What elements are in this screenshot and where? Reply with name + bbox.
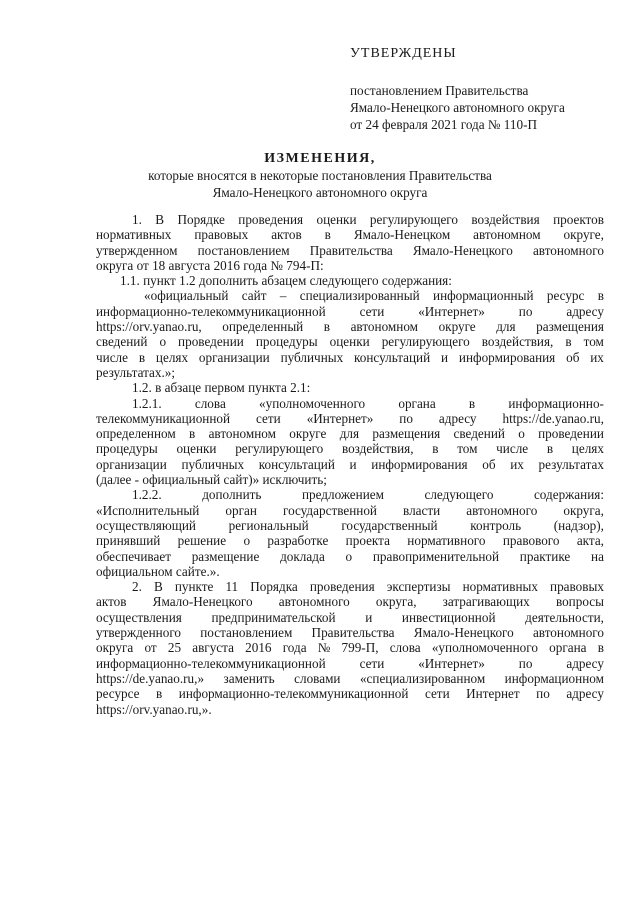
- approval-line: Ямало-Ненецкого автономного округа: [350, 100, 565, 115]
- body-line: 1. В Порядке проведения оценки регулирующего воздействия проектов: [132, 212, 604, 227]
- title-subtitle: Ямало-Ненецкого автономного округа: [212, 185, 428, 200]
- body-line: организации публичных консультаций и информирования об их результатах: [96, 456, 604, 472]
- body-line: осуществления предпринимательской и инвестиционной деятельности,: [96, 609, 604, 625]
- body-line: 1.2.1. слова «уполномоченного органа в информационно-: [132, 395, 604, 411]
- body-line: округа от 25 августа 2016 года № 799-П, слова «уполномоченного органа в: [96, 640, 604, 656]
- body-line: https://orv.yanao.ru, определенный в автономном округе для размещения: [96, 319, 604, 335]
- body-line: 2. В пункте 11 Порядка проведения экспертизы нормативных правовых: [132, 579, 604, 595]
- body-line: актов Ямало-Ненецкого автономного округа, затрагивающих вопросы: [96, 594, 604, 610]
- document-title: [0, 150, 640, 201]
- body-line: официальном сайте.».: [96, 563, 220, 579]
- approval-line: от 24 февраля 2021 года № 110-П: [350, 117, 538, 132]
- body-line: «Исполнительный орган государственной власти автономного округа,: [96, 502, 604, 518]
- body-line: https://de.yanao.ru,» заменить словами «специализированном информационном: [96, 670, 604, 686]
- approval-block: [350, 46, 620, 133]
- body-line: https://orv.yanao.ru,».: [96, 701, 212, 717]
- body-line: ресурсе в информационно-телекоммуникационной сети Интернет по адресу: [96, 686, 604, 702]
- body-line: информационно-телекоммуникационной сети «Интернет» по адресу: [96, 303, 604, 319]
- body-line: информационно-телекоммуникационной сети «Интернет» по адресу: [96, 655, 604, 671]
- approval-line: постановлением Правительства: [350, 83, 529, 98]
- body-line: нормативных правовых актов в Ямало-Ненецком автономном округе,: [96, 227, 604, 243]
- body-line: результатах.»;: [96, 364, 176, 380]
- body-line: округа от 18 августа 2016 года № 794-П:: [96, 257, 324, 273]
- body-line: (далее - официальный сайт)» исключить;: [96, 472, 327, 488]
- body-line: осуществляющий региональный государственный контроль (надзор),: [96, 517, 604, 533]
- body-line: телекоммуникационной сети «Интернет» по адресу https://de.yanao.ru,: [96, 410, 604, 426]
- body-line: 1.2.2. дополнить предложением следующего содержания:: [132, 487, 604, 503]
- body-line: «официальный сайт – специализированный информационный ресурс в: [144, 288, 604, 304]
- body-line: 1.2. в абзаце первом пункта 2.1:: [132, 380, 311, 396]
- body-line: числе в целях организации публичных консультаций и информирования об их: [96, 349, 604, 365]
- body-line: процедуры оценки регулирующего воздействия, в том числе в целях: [96, 441, 604, 457]
- document-body: [96, 212, 604, 717]
- body-line: утвержденного постановлением Правительства Ямало-Ненецкого автономного: [96, 625, 604, 641]
- approval-heading: УТВЕРЖДЕНЫ: [350, 46, 457, 61]
- title-subtitle: которые вносятся в некоторые постановления Правительства: [148, 168, 492, 183]
- body-line: сведений о проведении процедуры оценки регулирующего воздействия, в том: [96, 334, 604, 350]
- body-line: утвержденном постановлением Правительства Ямало-Ненецкого автономного: [96, 242, 604, 258]
- body-line: принявший решение о разработке проекта нормативного правового акта,: [96, 533, 604, 549]
- body-line: определенном в автономном округе для размещения сведений о проведении: [96, 426, 604, 442]
- title-main: ИЗМЕНЕНИЯ,: [264, 151, 376, 166]
- body-line: 1.1. пункт 1.2 дополнить абзацем следующего содержания:: [120, 273, 452, 289]
- body-line: обеспечивает размещение доклада о правоприменительной практике на: [96, 548, 604, 564]
